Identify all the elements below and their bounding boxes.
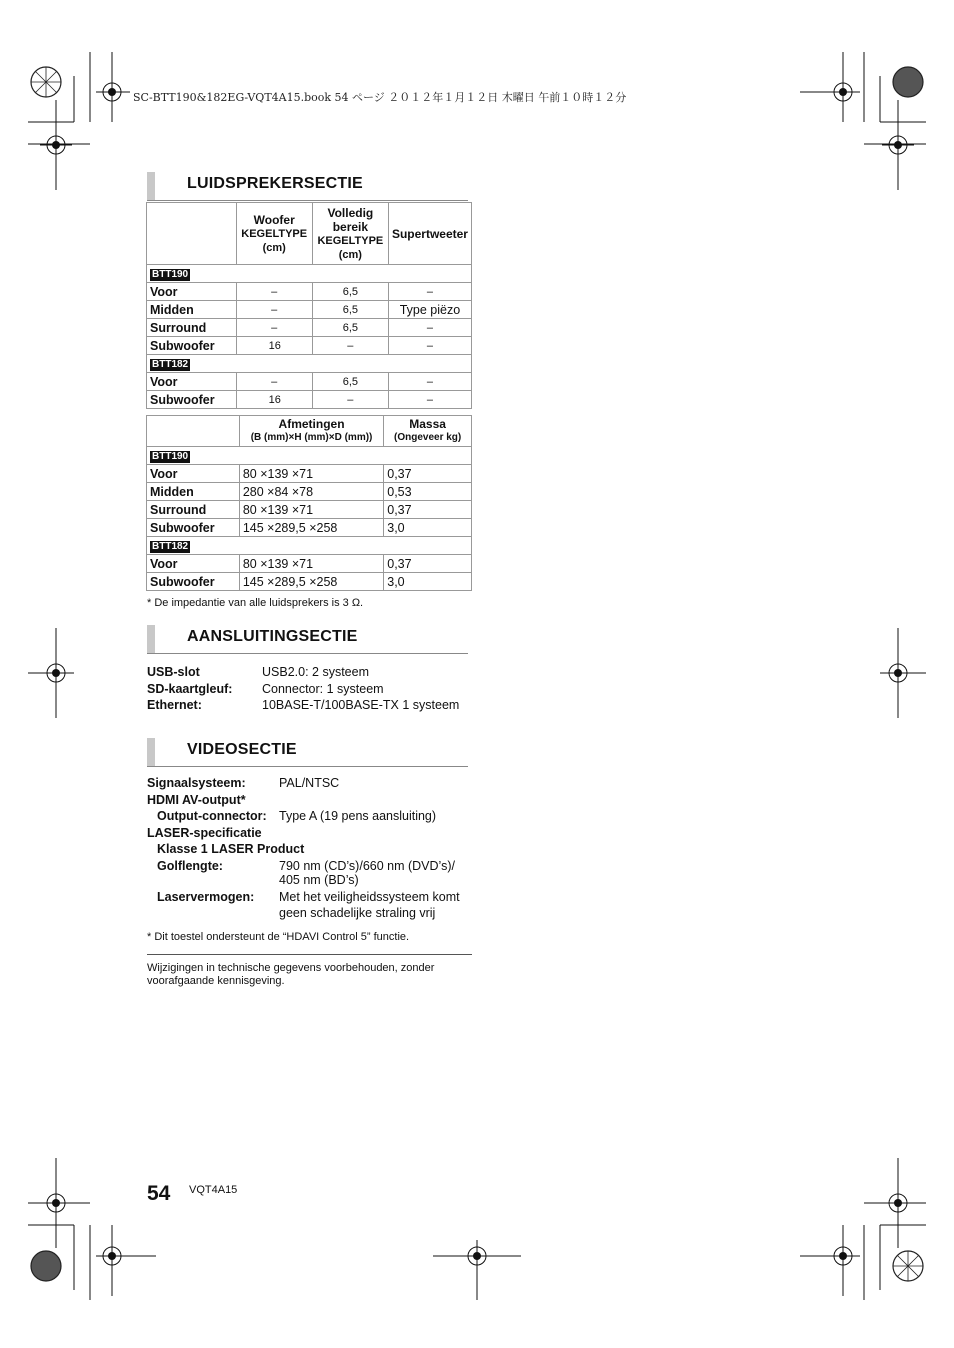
full-range-cell: 6,5 [312, 301, 388, 319]
woofer-cell: – [236, 283, 312, 301]
section-title-video [147, 738, 468, 767]
spec-key: USB-slot [147, 665, 200, 679]
table-row [147, 483, 472, 501]
table-row [147, 501, 472, 519]
table-row [147, 465, 472, 483]
spec-key: HDMI AV-output* [147, 792, 246, 807]
disclaimer: Wijzigingen in technische gegevens voorbehouden, zonder voorafgaande kennisgeving. [147, 962, 435, 987]
spec-value: Connector: 1 systeem [262, 681, 384, 696]
woofer-cell: – [236, 319, 312, 337]
table-row [147, 519, 472, 537]
mass-cell: 0,37 [384, 555, 472, 573]
divider [147, 954, 472, 955]
title-bar [147, 172, 155, 200]
woofer-cell: 16 [236, 391, 312, 409]
dimensions-cell: 145 ×289,5 ×258 [239, 519, 383, 537]
video-spec-list [147, 775, 477, 925]
section-title-speaker [147, 172, 468, 201]
row-label: Subwoofer [147, 573, 240, 591]
spec-key: Golflengte: [157, 859, 223, 873]
woofer-cell: – [236, 301, 312, 319]
table-row [147, 555, 472, 573]
woofer-cell: – [236, 373, 312, 391]
group-row-btt190 [147, 447, 472, 465]
row-label: Surround [147, 319, 237, 337]
spec-value: PAL/NTSC [279, 776, 340, 790]
video-title: VIDEOSECTIE [187, 741, 297, 758]
spec-key: LASER-specificatie [147, 825, 262, 840]
tweeter-cell: – [388, 391, 471, 409]
mass-cell: 0,37 [384, 465, 472, 483]
speaker-size-table [146, 415, 472, 591]
group-row-btt190 [147, 265, 472, 283]
title-bar [147, 738, 155, 766]
group-row-btt182 [147, 355, 472, 373]
mass-cell: 0,37 [384, 501, 472, 519]
file-header: SC-BTT190&182EG-VQT4A15.book 54 ページ ２０１２年１月１２日 木曜日 午前１０時１２分 [133, 91, 627, 104]
model-badge: BTT190 [152, 451, 189, 462]
full-range-cell: – [312, 391, 388, 409]
table-row [147, 391, 472, 409]
tweeter-header: Supertweeter [388, 203, 471, 265]
full-range-cell: 6,5 [312, 283, 388, 301]
dimensions-cell: 80 ×139 ×71 [239, 555, 383, 573]
title-bar [147, 625, 155, 653]
section-title-connection [147, 625, 468, 654]
tweeter-cell: – [388, 337, 471, 355]
tweeter-cell: – [388, 283, 471, 301]
spec-value: 405 nm (BD’s) [279, 873, 359, 887]
connection-title: AANSLUITINGSECTIE [187, 628, 358, 645]
page-number: 54 [147, 1182, 171, 1205]
row-label: Midden [147, 483, 240, 501]
table-corner [147, 203, 237, 265]
full-range-cell: 6,5 [312, 319, 388, 337]
spec-key: Signaalsysteem: [147, 776, 246, 790]
table-row [147, 573, 472, 591]
full-range-header: Volledig bereik KEGELTYPE (cm) [312, 203, 388, 265]
spec-value: 10BASE-T/100BASE-TX 1 systeem [262, 698, 460, 712]
row-label: Midden [147, 301, 237, 319]
mass-header: Massa (Ongeveer kg) [384, 416, 472, 447]
spec-value: 790 nm (CD’s)/660 nm (DVD’s)/ [279, 859, 455, 873]
spec-value: geen schadelijke straling vrij [279, 906, 436, 920]
table-corner [147, 416, 240, 447]
document-code: VQT4A15 [189, 1184, 238, 1196]
mass-cell: 3,0 [384, 519, 472, 537]
full-range-cell: – [312, 337, 388, 355]
tweeter-cell: – [388, 373, 471, 391]
table-row [147, 319, 472, 337]
dimensions-cell: 145 ×289,5 ×258 [239, 573, 383, 591]
row-label: Subwoofer [147, 391, 237, 409]
row-label: Voor [147, 373, 237, 391]
table-row [147, 337, 472, 355]
dimensions-header: Afmetingen (B (mm)×H (mm)×D (mm)) [239, 416, 383, 447]
group-row-btt182 [147, 537, 472, 555]
row-label: Voor [147, 555, 240, 573]
model-badge: BTT182 [152, 359, 189, 370]
tweeter-cell: Type piëzo [388, 301, 471, 319]
spec-value: USB2.0: 2 systeem [262, 665, 369, 679]
row-label: Subwoofer [147, 519, 240, 537]
row-label: Voor [147, 283, 237, 301]
impedance-footnote: * De impedantie van alle luidsprekers is 3 Ω. [147, 597, 364, 609]
spec-key: Ethernet: [147, 698, 202, 712]
tweeter-cell: – [388, 319, 471, 337]
connection-spec-list [147, 664, 477, 716]
mass-cell: 0,53 [384, 483, 472, 501]
model-badge: BTT182 [152, 541, 189, 552]
speaker-cone-table [146, 202, 472, 409]
hdavi-footnote: * Dit toestel ondersteunt de “HDAVI Control 5” functie. [147, 931, 410, 943]
table-row [147, 283, 472, 301]
full-range-cell: 6,5 [312, 373, 388, 391]
table-row [147, 301, 472, 319]
spec-key: Laservermogen: [157, 890, 255, 904]
row-label: Voor [147, 465, 240, 483]
table-row [147, 373, 472, 391]
dimensions-cell: 80 ×139 ×71 [239, 501, 383, 519]
spec-key: Output-connector: [157, 809, 267, 823]
woofer-cell: 16 [236, 337, 312, 355]
row-label: Surround [147, 501, 240, 519]
spec-value: Met het veiligheidssysteem komt [279, 890, 460, 904]
dimensions-cell: 280 ×84 ×78 [239, 483, 383, 501]
woofer-header: Woofer KEGELTYPE (cm) [236, 203, 312, 265]
row-label: Subwoofer [147, 337, 237, 355]
dimensions-cell: 80 ×139 ×71 [239, 465, 383, 483]
spec-key: SD-kaartgleuf: [147, 681, 233, 696]
model-badge: BTT190 [152, 269, 189, 280]
speaker-title: LUIDSPREKERSECTIE [187, 175, 363, 192]
spec-key: Klasse 1 LASER Product [157, 842, 305, 856]
mass-cell: 3,0 [384, 573, 472, 591]
spec-value: Type A (19 pens aansluiting) [279, 809, 437, 823]
